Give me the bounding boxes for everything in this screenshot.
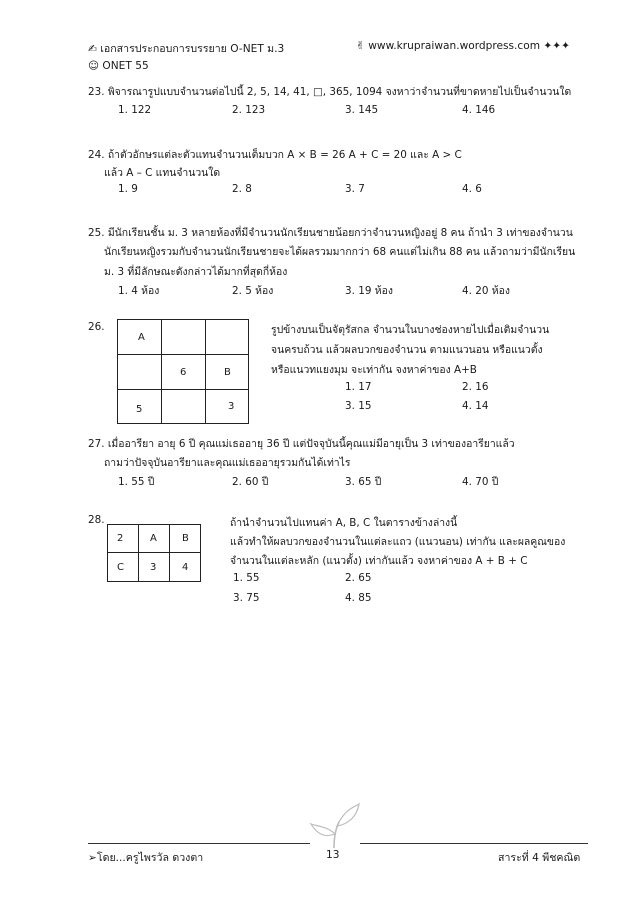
header-subtitle: ONET 55 — [102, 60, 149, 72]
q25-option-4: 4. 20 ห้อง — [462, 285, 510, 297]
q28-cell — [107, 524, 139, 553]
q28-option-4: 4. 85 — [345, 592, 372, 604]
q23-text: 23. พิจารณารูปแบบจำนวนต่อไปนี้ 2, 5, 14, 41, □, 365, 1094 จงหาว่าจำนวนที่ขาดหายไปเป็นจำนวนใด — [88, 86, 572, 98]
star-icons: ✦✦✦ — [543, 40, 571, 52]
q26-cell-text: A — [138, 332, 145, 343]
q26-magic-square — [117, 319, 249, 424]
q26-cell — [205, 319, 249, 355]
q26-option-2: 2. 16 — [462, 381, 489, 393]
q23-option-3: 3. 145 — [345, 104, 379, 116]
q23-option-2: 2. 123 — [232, 104, 266, 116]
q26-cell — [117, 319, 162, 355]
q28-cell — [138, 524, 170, 553]
q24-option-4: 4. 6 — [462, 183, 482, 195]
q24-option-3: 3. 7 — [345, 183, 365, 195]
header-left — [88, 40, 284, 57]
q28-grid — [107, 524, 201, 582]
q26-option-4: 4. 14 — [462, 400, 489, 412]
q23-option-4: 4. 146 — [462, 104, 496, 116]
q28-cell-text: 4 — [182, 562, 189, 573]
q26-cell-text: 5 — [136, 404, 143, 415]
q23-option-1: 1. 122 — [118, 104, 152, 116]
q26-line1: รูปข้างบนเป็นจัตุรัสกล จำนวนในบางช่องหายไปเมื่อเติมจำนวน — [271, 324, 550, 336]
q26-line2: จนครบถ้วน แล้วผลบวกของจำนวน ตามแนวนอน หรือแนวตั้ง — [271, 344, 543, 356]
q26-cell-text: B — [224, 367, 231, 378]
q26-cell — [205, 389, 249, 424]
q28-cell — [107, 552, 139, 582]
q26-number: 26. — [88, 321, 105, 333]
q26-cell — [117, 354, 162, 390]
q26-cell-text: 3 — [228, 401, 235, 412]
q27-line2: ถามว่าปัจจุบันอารียาและคุณแม่เธออายุรวมกันได้เท่าไร — [104, 457, 351, 469]
q27-line1: 27. เมื่ออารียา อายุ 6 ปี คุณแม่เธออายุ 36 ปี แต่ปัจจุบันนี้คุณแม่มีอายุเป็น 3 เท่าของอารียาแล้ว — [88, 438, 515, 450]
q25-line2: นักเรียนหญิงรวมกับจำนวนนักเรียนชายจะได้ผลรวมมากกว่า 68 คนแต่ไม่เกิน 88 คน แล้วถามว่ามีนักเรียน — [104, 246, 576, 258]
q26-option-1: 1. 17 — [345, 381, 372, 393]
q28-option-2: 2. 65 — [345, 572, 372, 584]
footer-page-number: 13 — [326, 849, 340, 861]
q26-cell-text: 6 — [180, 367, 187, 378]
q25-option-3: 3. 19 ห้อง — [345, 285, 393, 297]
q26-option-3: 3. 15 — [345, 400, 372, 412]
q26-cell — [117, 389, 162, 424]
q28-cell — [138, 552, 170, 582]
q27-option-3: 3. 65 ปี — [345, 476, 382, 488]
footer-author: โดย...ครูไพรวัล ดวงตา — [96, 852, 204, 864]
arrow-right-icon: ➢ — [88, 852, 97, 864]
header-right — [356, 40, 570, 52]
q28-option-1: 1. 55 — [233, 572, 260, 584]
q24-option-1: 1. 9 — [118, 183, 138, 195]
q26-cell — [161, 389, 206, 424]
q26-cell — [205, 354, 249, 390]
q28-option-3: 3. 75 — [233, 592, 260, 604]
q25-option-1: 1. 4 ห้อง — [118, 285, 160, 297]
q28-cell-text: B — [182, 533, 189, 544]
footer-rule-left — [88, 843, 310, 844]
q25-option-2: 2. 5 ห้อง — [232, 285, 274, 297]
q27-option-1: 1. 55 ปี — [118, 476, 155, 488]
q28-number: 28. — [88, 514, 105, 526]
q28-cell-text: 3 — [150, 562, 157, 573]
q24-line2: แล้ว A – C แทนจำนวนใด — [104, 167, 221, 179]
header-title: เอกสารประกอบการบรรยาย O-NET ม.3 — [100, 43, 285, 55]
q27-option-4: 4. 70 ปี — [462, 476, 499, 488]
q26-cell — [161, 319, 206, 355]
peace-hand-icon: ✌ — [356, 40, 365, 52]
footer-left — [88, 849, 203, 866]
header-url: www.krupraiwan.wordpress.com — [368, 40, 541, 52]
q26-cell — [161, 354, 206, 390]
sprout-icon — [305, 800, 363, 850]
q28-cell — [169, 552, 201, 582]
q28-line3: จำนวนในแต่ละหลัก (แนวตั้ง) เท่ากันแล้ว จงหาค่าของ A + B + C — [230, 555, 528, 567]
q26-line3: หรือแนวทแยงมุม จะเท่ากัน จงหาค่าของ A+B — [271, 364, 477, 376]
q28-cell — [169, 524, 201, 553]
q28-cell-text: A — [150, 533, 157, 544]
header-sub — [88, 60, 149, 72]
smiley-icon: ☺ — [88, 60, 100, 72]
q28-cell-text: 2 — [117, 533, 124, 544]
q28-line2: แล้วทำให้ผลบวกของจำนวนในแต่ละแถว (แนวนอน) เท่ากัน และผลคูณของ — [230, 536, 566, 548]
footer-rule-right — [360, 843, 588, 844]
q25-line1: 25. มีนักเรียนชั้น ม. 3 หลายห้องที่มีจำนวนนักเรียนชายน้อยกว่าจำนวนหญิงอยู่ 8 คน ถ้านำ 3 เท่าของจำนวน — [88, 227, 573, 239]
q25-line3: ม. 3 ที่มีลักษณะดังกล่าวได้มากที่สุดกี่ห้อง — [104, 266, 288, 278]
q24-line1: 24. ถ้าตัวอักษรแต่ละตัวแทนจำนวนเต็มบวก A × B = 26 A + C = 20 และ A > C — [88, 149, 462, 161]
footer-strand: สาระที่ 4 พีชคณิต — [498, 852, 581, 864]
q27-option-2: 2. 60 ปี — [232, 476, 269, 488]
q24-option-2: 2. 8 — [232, 183, 252, 195]
q28-line1: ถ้านำจำนวนไปแทนค่า A, B, C ในตารางข้างล่างนี้ — [230, 517, 458, 529]
writing-hand-icon: ✍ — [88, 43, 97, 55]
q28-cell-text: C — [117, 562, 124, 573]
